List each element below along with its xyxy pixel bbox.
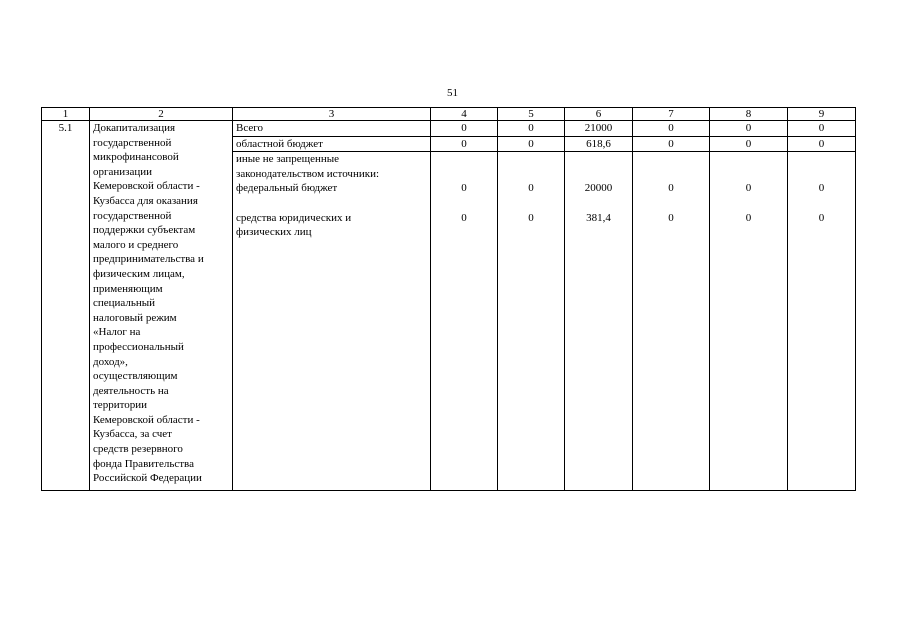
legal-persons-value-col4: 0 — [461, 211, 467, 224]
header-cell-6: 6 — [565, 108, 633, 121]
spacer — [791, 196, 852, 211]
source-total-label: Всего — [233, 121, 431, 137]
spacer — [568, 152, 629, 181]
header-cell-1: 1 — [42, 108, 90, 121]
regional-value-col7: 0 — [633, 136, 710, 152]
row-description — [90, 121, 233, 491]
source-legal-persons-label: средства юридических и физических лиц — [236, 211, 352, 239]
total-value-col5: 0 — [498, 121, 565, 137]
federal-value-col6: 20000 — [584, 182, 613, 195]
header-cell-9: 9 — [788, 108, 856, 121]
federal-value-col9: 0 — [818, 182, 825, 195]
header-cell-3: 3 — [233, 108, 431, 121]
legal-persons-value-col5: 0 — [528, 211, 534, 224]
regional-value-col5: 0 — [498, 136, 565, 152]
regional-value-col9: 0 — [788, 136, 856, 152]
source-other-heading: иные не запрещенные законодательством источники: — [236, 153, 380, 180]
budget-table — [41, 107, 856, 491]
source-regional-label: областной бюджет — [233, 136, 431, 152]
federal-value-col8: 0 — [745, 182, 752, 195]
spacer — [568, 196, 629, 211]
total-value-col7: 0 — [633, 121, 710, 137]
header-cell-4: 4 — [431, 108, 498, 121]
other-values-col7 — [633, 152, 710, 491]
regional-value-col4: 0 — [431, 136, 498, 152]
row-number: 5.1 — [42, 121, 90, 491]
page-number: 51 — [447, 87, 458, 99]
header-row — [42, 108, 856, 121]
other-values-col8 — [710, 152, 788, 491]
federal-value-col4: 0 — [461, 182, 467, 195]
spacer — [636, 196, 706, 211]
federal-value-col5: 0 — [528, 182, 534, 195]
total-value-col4: 0 — [431, 121, 498, 137]
header-cell-2: 2 — [90, 108, 233, 121]
regional-value-col6: 618,6 — [565, 136, 633, 152]
spacer — [501, 196, 561, 211]
total-value-col6: 21000 — [565, 121, 633, 137]
spacer — [434, 196, 494, 211]
total-value-col8: 0 — [710, 121, 788, 137]
spacer — [236, 196, 427, 211]
federal-value-col7: 0 — [668, 182, 674, 195]
table-row-total — [42, 121, 856, 137]
other-values-col6 — [565, 152, 633, 491]
spacer — [713, 152, 784, 181]
spacer — [636, 152, 706, 181]
spacer — [791, 152, 852, 181]
spacer — [434, 152, 494, 181]
total-value-col9: 0 — [788, 121, 856, 137]
source-other-block — [233, 152, 431, 491]
legal-persons-value-col6: 381,4 — [586, 211, 611, 224]
header-cell-5: 5 — [498, 108, 565, 121]
legal-persons-value-col8: 0 — [745, 211, 752, 224]
header-cell-7: 7 — [633, 108, 710, 121]
other-values-col5 — [498, 152, 565, 491]
other-values-col4 — [431, 152, 498, 491]
header-cell-8: 8 — [710, 108, 788, 121]
other-values-col9 — [788, 152, 856, 491]
legal-persons-value-col9: 0 — [818, 211, 825, 224]
row-description-text: Докапитализация государственной микрофинансовой организации Кемеровской области - Кузбасса для оказания государственной поддержки субъектам малого и среднего предпринимательства и физическим лицам, применяющим специальный налоговый режим «Налог на профессиональный доход», осуществляющим деятельность на территории Кемеровской области - Кузбасса, за счет средств резервного фонда Правительства Российской Федерации — [93, 122, 204, 485]
regional-value-col8: 0 — [710, 136, 788, 152]
spacer — [501, 152, 561, 181]
source-federal-label: федеральный бюджет — [236, 182, 338, 195]
spacer — [713, 196, 784, 211]
legal-persons-value-col7: 0 — [668, 211, 674, 224]
